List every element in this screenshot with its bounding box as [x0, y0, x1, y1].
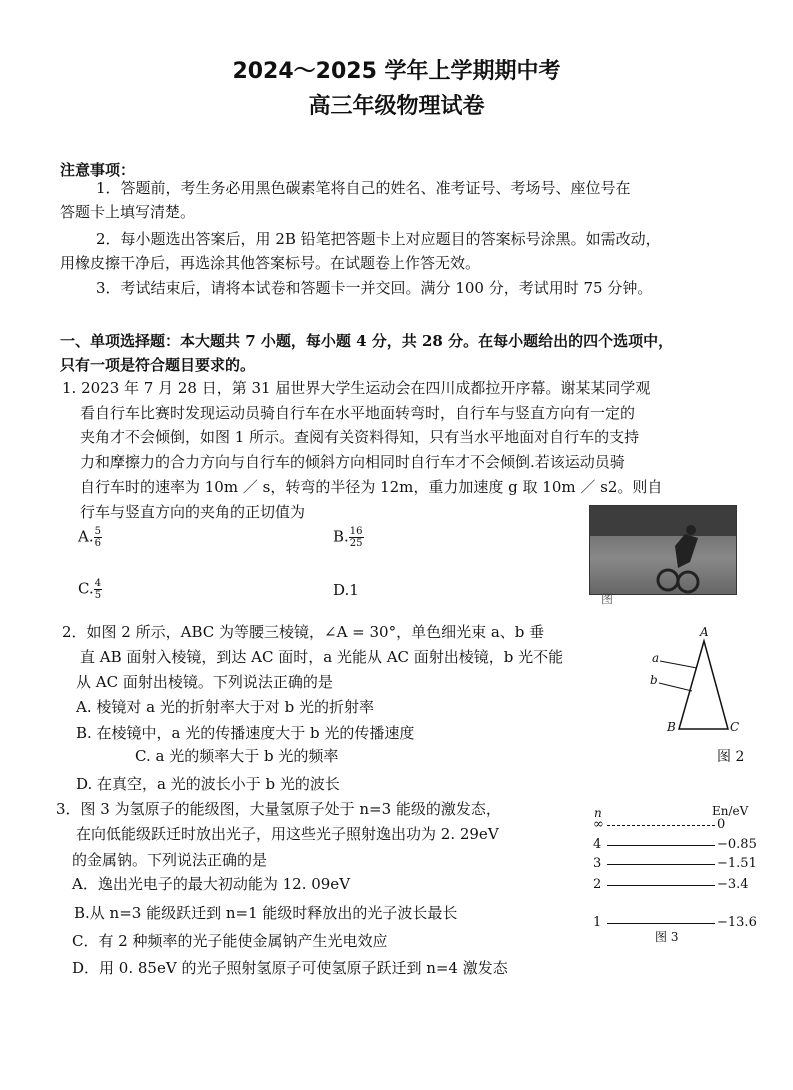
- energy-level-1: [591, 837, 791, 853]
- q2-option: B. 在棱镜中，a 光的传播速度大于 b 光的传播速度: [76, 724, 415, 742]
- q2-option: C. a 光的频率大于 b 光的频率: [135, 747, 339, 765]
- level-line: [607, 825, 715, 826]
- level-energy: −0.85: [717, 837, 757, 852]
- q1-option-b: [333, 526, 364, 549]
- cyclist-photo: [589, 505, 737, 595]
- denominator: 5: [94, 590, 102, 601]
- option-label: C.: [78, 579, 94, 598]
- vertex-a-label: A: [700, 625, 709, 639]
- q2-line: 2．如图 2 所示，ABC 为等腰三棱镜，∠A = 30°，单色细光束 a、b 垂: [62, 623, 545, 641]
- option-text: 1: [349, 581, 359, 599]
- figure-2-caption: 图 2: [717, 749, 745, 765]
- energy-level-4: [591, 915, 791, 931]
- q3-option: B.从 n=3 能级跃迁到 n=1 能级时释放出的光子波长最长: [74, 904, 458, 922]
- cyclist-icon: [590, 506, 736, 594]
- q3-line: 3．图 3 为氢原子的能级图，大量氢原子处于 n=3 能级的激发态，: [56, 800, 501, 818]
- energy-axis-label: En/eV: [712, 804, 749, 818]
- level-energy: 0: [717, 817, 726, 832]
- n-axis-label: n: [594, 806, 602, 820]
- q2-line: 直 AB 面射入棱镜，到达 AC 面时，a 光能从 AC 面射出棱镜，b 光不能: [80, 648, 564, 666]
- q1-line: 行车与竖直方向的夹角的正切值为: [80, 503, 306, 521]
- figure-1-caption: 图: [601, 592, 614, 606]
- option-label: B.: [333, 527, 349, 546]
- level-line: [607, 923, 715, 924]
- energy-level-0: [591, 817, 791, 833]
- level-energy: −13.6: [717, 915, 757, 930]
- level-line: [607, 864, 715, 865]
- section-heading: 只有一项是符合题目要求的。: [60, 356, 256, 374]
- level-n: ∞: [593, 817, 604, 832]
- notice-line: 1．答题前，考生务必用黑色碳素笔将自己的姓名、准考证号、考场号、座位号在: [96, 179, 631, 197]
- numerator: 16: [349, 526, 363, 537]
- notice-line: 3．考试结束后，请将本试卷和答题卡一并交回。满分 100 分，考试用时 75 分钟。: [96, 279, 653, 297]
- level-energy: −3.4: [717, 877, 749, 892]
- vertex-b-label: B: [667, 720, 676, 734]
- denominator: 25: [349, 538, 363, 549]
- prism-diagram: [645, 625, 745, 740]
- level-line: [607, 885, 715, 886]
- q3-option: A．逸出光电子的最大初动能为 12. 09eV: [72, 875, 351, 893]
- level-n: 4: [593, 837, 602, 852]
- q1-line: 自行车时的速率为 10m ／ s，转弯的半径为 12m，重力加速度 g 取 10m ／ s2。则自: [80, 478, 663, 496]
- denominator: 6: [94, 538, 101, 549]
- q1-line: 夹角才不会倾倒，如图 1 所示。查阅有关资料得知，只有当水平地面对自行车的支持: [80, 428, 640, 446]
- q1-option-c: [78, 578, 102, 601]
- q1-option-d: [333, 580, 359, 600]
- q3-line: 在向低能级跃迁时放出光子，用这些光子照射逸出功为 2. 29eV: [76, 825, 499, 843]
- q1-line: 看自行车比赛时发现运动员骑自行车在水平地面转弯时，自行车与竖直方向有一定的: [80, 404, 636, 422]
- q3-option: D．用 0. 85eV 的光子照射氢原子可使氢原子跃迁到 n=4 激发态: [72, 959, 508, 977]
- q3-option: C．有 2 种频率的光子能使金属钠产生光电效应: [72, 932, 388, 950]
- q2-option: A. 棱镜对 a 光的折射率大于对 b 光的折射率: [76, 698, 374, 716]
- q2-line: 从 AC 面射出棱镜。下列说法正确的是: [76, 673, 333, 691]
- numerator: 4: [94, 578, 102, 589]
- q1-line: 力和摩擦力的合力方向与自行车的倾斜方向相同时自行车才不会倾倒.若该运动员骑: [80, 453, 625, 471]
- notice-line: 答题卡上填写清楚。: [60, 203, 196, 221]
- notice-line: 2．每小题选出答案后，用 2B 铅笔把答题卡上对应题目的答案标号涂黑。如需改动，: [96, 230, 661, 248]
- level-energy: −1.51: [717, 856, 757, 871]
- q3-line: 的金属钠。下列说法正确的是: [72, 851, 268, 869]
- energy-level-2: [591, 856, 791, 872]
- level-n: 1: [593, 915, 602, 930]
- energy-level-diagram: [585, 800, 793, 950]
- q2-option: D. 在真空，a 光的波长小于 b 光的波长: [76, 775, 340, 793]
- option-label: D.: [333, 581, 350, 599]
- notice-heading: 注意事项：: [60, 161, 136, 179]
- notice-line: 用橡皮擦干净后，再选涂其他答案标号。在试题卷上作答无效。: [60, 254, 481, 272]
- q1-line: 1. 2023 年 7 月 28 日，第 31 届世界大学生运动会在四川成都拉开序幕。谢某某同学观: [62, 379, 651, 397]
- exam-subtitle: 高三年级物理试卷: [308, 94, 485, 119]
- level-n: 2: [593, 877, 602, 892]
- vertex-c-label: C: [730, 720, 740, 734]
- exam-title: 2024～2025 学年上学期期中考: [232, 59, 561, 84]
- figure-3-caption: 图 3: [655, 930, 679, 944]
- q1-option-a: [78, 526, 102, 549]
- energy-level-3: [591, 877, 791, 893]
- numerator: 5: [94, 526, 101, 537]
- level-line: [607, 845, 715, 846]
- ray-a-label: a: [652, 651, 660, 665]
- option-label: A.: [78, 527, 94, 546]
- ray-b-label: b: [650, 673, 658, 687]
- section-heading: 一、单项选择题：本大题共 7 小题，每小题 4 分，共 28 分。在每小题给出的四个选项中，: [60, 332, 674, 350]
- level-n: 3: [593, 856, 602, 871]
